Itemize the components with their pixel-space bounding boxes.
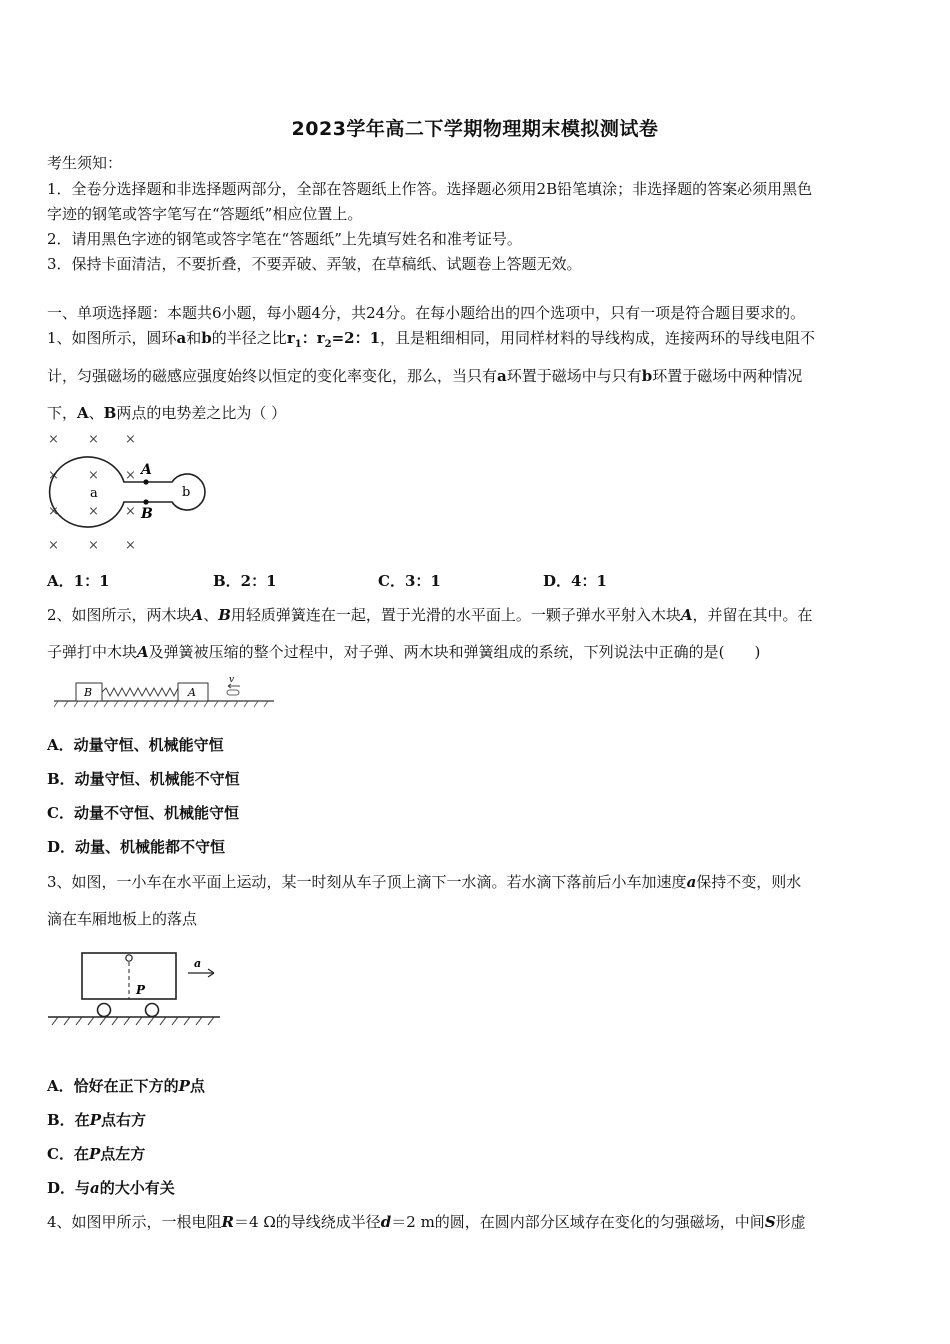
- cross-mark: ×: [88, 468, 99, 483]
- label-a: a: [194, 957, 202, 970]
- q1-option-b[interactable]: B．2：1: [213, 572, 277, 590]
- notice-item-3: 3．保持卡面清洁，不要折叠，不要弄破、弄皱，在草稿纸、试题卷上答题无效。: [47, 255, 582, 273]
- q3-figure-cart: [46, 948, 222, 1028]
- q2-stem-line2: 子弹打中木块A及弹簧被压缩的整个过程中，对子弹、两木块和弹簧组成的系统，下列说法中正确的是( ): [47, 643, 761, 661]
- point-B: [143, 499, 148, 504]
- block-A-label: A: [188, 686, 196, 699]
- label-ring-a: a: [90, 486, 98, 501]
- q1-option-a[interactable]: A．1：1: [47, 572, 110, 590]
- cross-mark: ×: [125, 538, 136, 553]
- q2-stem-line1: 2、如图所示，两木块A、B用轻质弹簧连在一起，置于光滑的水平面上。一颗子弹水平射入木块A，并留在其中。在: [47, 606, 813, 624]
- wheel-right: [146, 1004, 159, 1017]
- q1-option-d[interactable]: D．4：1: [543, 572, 607, 590]
- cross-mark: ×: [88, 504, 99, 519]
- notice-item-1: 1．全卷分选择题和非选择题两部分，全部在答题纸上作答。选择题必须用2B铅笔填涂；非选择题的答案必须用黑色: [47, 180, 813, 198]
- wheel-left: [98, 1004, 111, 1017]
- cross-mark: ×: [88, 538, 99, 553]
- q2-option-d[interactable]: D．动量、机械能都不守恒: [47, 838, 226, 856]
- q4-stem-line1: 4、如图甲所示，一根电阻R＝4 Ω的导线绕成半径d＝2 m的圆，在圆内部分区域存在变化的匀强磁场，中间S形虚: [47, 1213, 806, 1231]
- q1-stem-line3: 下，A、B两点的电势差之比为（ ）: [47, 404, 287, 422]
- cross-mark: ×: [48, 432, 59, 447]
- cross-mark: ×: [48, 504, 59, 519]
- cross-mark: ×: [48, 468, 59, 483]
- ground-hatch: [52, 1017, 214, 1025]
- point-A: [143, 479, 148, 484]
- q2-option-c[interactable]: C．动量不守恒、机械能守恒: [47, 804, 239, 822]
- water-drop: [126, 955, 132, 961]
- q1-stem-line1: 1、如图所示，圆环a和b的半径之比$r_1$：$r_2=2$：1，且是粗细相同，用同样材料的导线构成，连接两环的导线电阻不: [47, 329, 816, 350]
- q3-option-a[interactable]: A．恰好在正下方的P点: [47, 1077, 205, 1095]
- bullet: [227, 690, 239, 695]
- cross-mark: ×: [48, 538, 59, 553]
- q2-option-a[interactable]: A．动量守恒、机械能守恒: [47, 736, 224, 754]
- notice-item-1-cont: 字迹的钢笔或答字笔写在“答题纸”相应位置上。: [47, 205, 363, 223]
- q1-option-c[interactable]: C．3：1: [378, 572, 441, 590]
- block-B-label: B: [84, 686, 93, 699]
- cross-mark: ×: [125, 432, 136, 447]
- label-ring-b: b: [182, 485, 191, 500]
- velocity-label: v: [229, 675, 235, 685]
- q3-stem-line1: 3、如图，一小车在水平面上运动，某一时刻从车子顶上滴下一水滴。若水滴下落前后小车加速度a保持不变，则水: [47, 873, 802, 891]
- label-P: P: [136, 983, 146, 997]
- cross-mark: ×: [125, 504, 136, 519]
- label-B: B: [141, 506, 153, 522]
- q2-figure-blocks: [52, 674, 276, 710]
- ground-hatch: [54, 701, 268, 707]
- notice-heading: 考生须知：: [47, 154, 123, 172]
- q3-option-b[interactable]: B．在P点右方: [47, 1111, 146, 1129]
- q2-option-b[interactable]: B．动量守恒、机械能不守恒: [47, 770, 240, 788]
- page-title: 2023学年高二下学期物理期末模拟测试卷: [291, 118, 659, 140]
- q3-option-c[interactable]: C．在P点左方: [47, 1145, 146, 1163]
- label-A: A: [141, 462, 152, 478]
- notice-item-2: 2．请用黑色字迹的钢笔或答字笔在“答题纸”上先填写姓名和准考证号。: [47, 230, 522, 248]
- section-heading: 一、单项选择题：本题共6小题，每小题4分，共24分。在每小题给出的四个选项中，只有一项是符合题目要求的。: [47, 304, 806, 322]
- q3-stem-line2: 滴在车厢地板上的落点: [47, 910, 198, 928]
- q3-option-d[interactable]: D．与a的大小有关: [47, 1179, 175, 1197]
- q1-figure-rings: [44, 428, 244, 558]
- cross-mark: ×: [125, 468, 136, 483]
- cross-mark: ×: [88, 432, 99, 447]
- q1-stem-line2: 计，匀强磁场的磁感应强度始终以恒定的变化率变化，那么，当只有a环置于磁场中与只有b环置于磁场中两种情况: [47, 367, 803, 385]
